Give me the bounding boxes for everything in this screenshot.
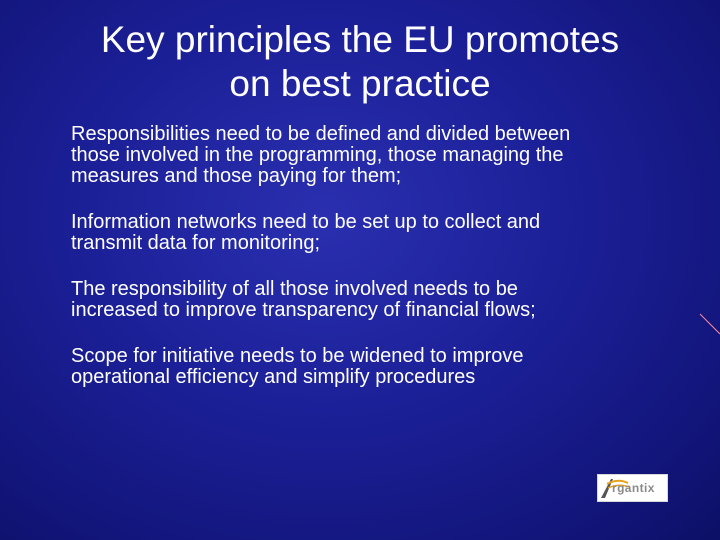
slide-title-line: on best practice: [229, 63, 491, 104]
slide-title: [20, 18, 700, 106]
logo-text: rgantix: [612, 481, 655, 495]
bullet-line: operational efficiency and simplify procedures: [71, 366, 476, 388]
slide-title-line: Key principles the EU promotes: [100, 19, 620, 60]
bullet-line: The responsibility of all those involved needs to be: [71, 278, 518, 300]
bullet-item: [71, 279, 691, 321]
bullet-line: transmit data for monitoring;: [71, 232, 320, 254]
bullet-list: [71, 124, 691, 413]
bullet-line: those involved in the programming, those managing the: [71, 144, 564, 166]
bullet-line: Scope for initiative needs to be widened to improve: [71, 345, 524, 367]
bullet-item: [71, 124, 691, 187]
company-logo: [597, 474, 668, 502]
bullet-item: [71, 212, 691, 254]
bullet-line: measures and those paying for them;: [71, 165, 402, 187]
bullet-line: Information networks need to be set up to collect and: [71, 211, 541, 233]
bullet-line: Responsibilities need to be defined and divided between: [71, 123, 571, 145]
bullet-line: increased to improve transparency of financial flows;: [71, 299, 536, 321]
bullet-item: [71, 346, 691, 388]
